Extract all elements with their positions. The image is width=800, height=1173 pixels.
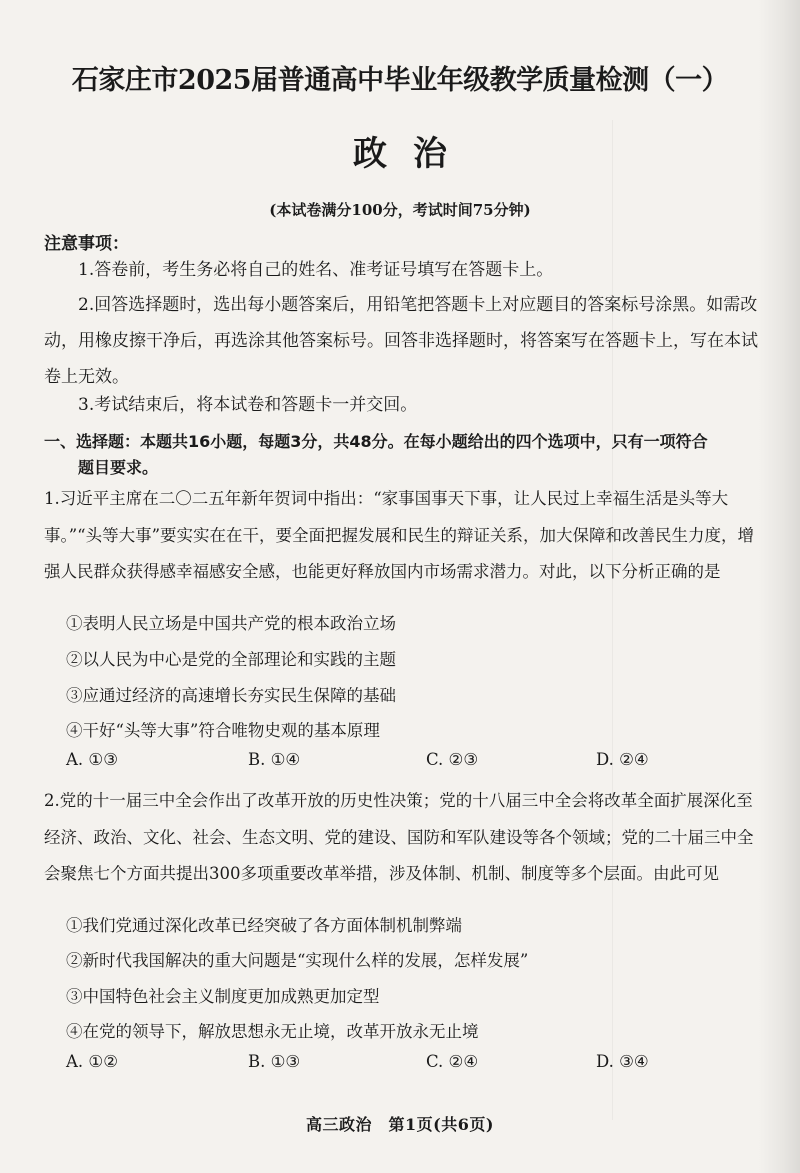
- notice-item-text: 2.回答选择题时，选出每小题答案后，用铅笔把答题卡上对应题目的答案标号涂黑。如需改动，用橡皮擦干净后，再选涂其他答案标号。回答非选择题时，将答案写在答题卡上，写在本试卷上无效。: [44, 295, 758, 387]
- choice-a: A. ①②: [66, 1052, 118, 1071]
- question-2-option-1: ①我们党通过深化改革已经突破了各方面体制机制弊端: [66, 916, 462, 935]
- question-1-option-4: ④干好“头等大事”符合唯物史观的基本原理: [66, 721, 380, 740]
- notice-item-text: 1.答卷前，考生务必将自己的姓名、准考证号填写在答题卡上。: [78, 260, 554, 280]
- page-footer: 高三政治 第1页(共6页): [306, 1115, 494, 1134]
- choice-b: B. ①④: [248, 750, 301, 769]
- choice-c: C. ②④: [426, 1052, 479, 1071]
- choice-b: B. ①③: [248, 1052, 301, 1071]
- question-1-stem: 1.习近平主席在二〇二五年新年贺词中指出：“家事国事天下事，让人民过上幸福生活是头等大事。”“头等大事”要实实在在干，要全面把握发展和民生的辩证关系，加大保障和改善民生力度，增强人民群众获得感幸福感安全感，也能更好释放国内市场需求潜力。对此，以下分析正确的是: [44, 489, 755, 581]
- question-1-option-3: ③应通过经济的高速增长夯实民生保障的基础: [66, 686, 396, 705]
- notice-item-2: [44, 287, 768, 395]
- question-1-option-2: ②以人民为中心是党的全部理论和实践的主题: [66, 650, 396, 669]
- section-heading-line2: 题目要求。: [78, 458, 159, 477]
- choice-d: D. ②④: [596, 750, 649, 769]
- choice-c: C. ②③: [426, 750, 479, 769]
- section-heading: [44, 429, 764, 481]
- notice-item-3: [44, 387, 768, 423]
- section-heading-line1: 一、选择题：本题共16小题，每题3分，共48分。在每小题给出的四个选项中，只有一项符合: [44, 432, 708, 451]
- question-2-stem: 2.党的十一届三中全会作出了改革开放的历史性决策；党的十八届三中全会将改革全面扩展深化至经济、政治、文化、社会、生态文明、党的建设、国防和军队建设等各个领域；党的二十届三中全会聚焦七个方面共提出300多项重要改革举措，涉及体制、机制、制度等多个层面。由此可见: [44, 791, 754, 883]
- question-2-option-3: ③中国特色社会主义制度更加成熟更加定型: [66, 987, 380, 1006]
- notice-heading: 注意事项：: [44, 234, 129, 254]
- notice-item-text: 3.考试结束后，将本试卷和答题卡一并交回。: [78, 395, 418, 415]
- notice-item-1: [44, 252, 768, 288]
- choice-a: A. ①③: [66, 750, 118, 769]
- exam-title: 石家庄市2025届普通高中毕业年级教学质量检测（一）: [71, 65, 729, 96]
- question-2-option-4: ④在党的领导下，解放思想永无止境，改革开放永无止境: [66, 1022, 479, 1041]
- question-1-option-1: ①表明人民立场是中国共产党的根本政治立场: [66, 614, 396, 633]
- exam-info: (本试卷满分100分，考试时间75分钟): [269, 201, 531, 219]
- choice-d: D. ③④: [596, 1052, 649, 1071]
- question-2-option-2: ②新时代我国解决的重大问题是“实现什么样的发展，怎样发展”: [66, 951, 529, 970]
- subject-title: 政治: [353, 134, 473, 174]
